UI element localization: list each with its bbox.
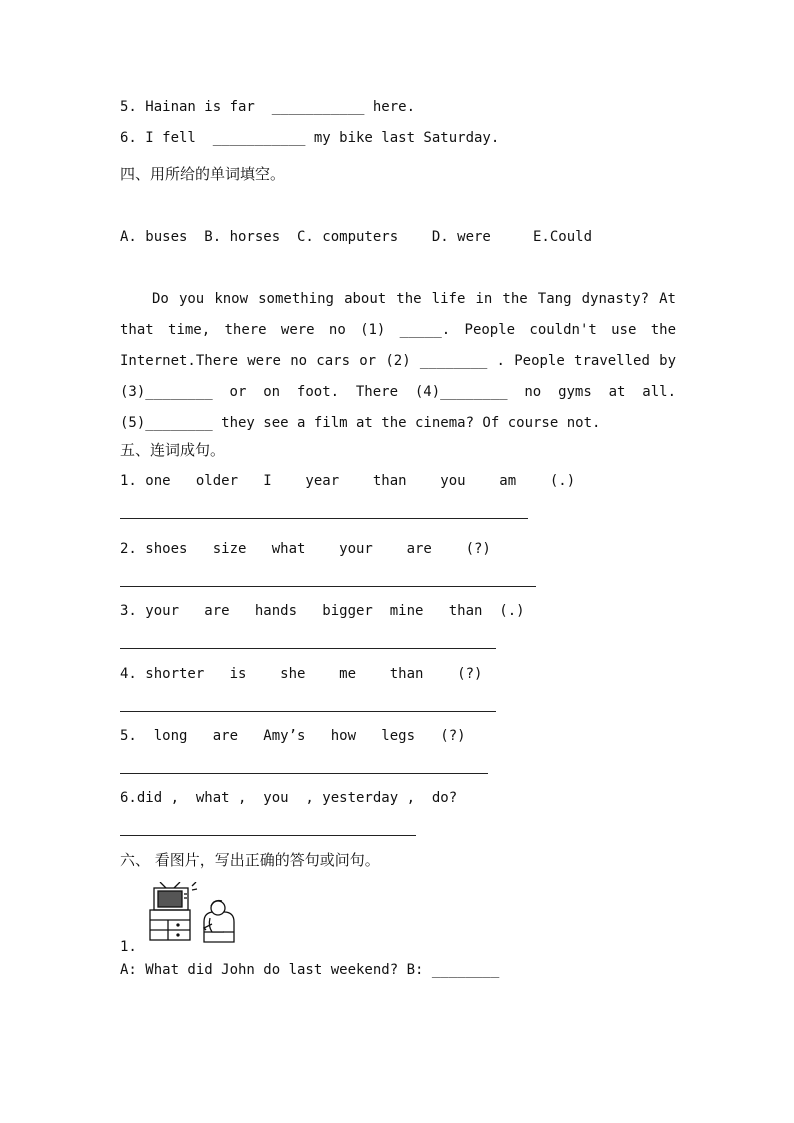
section-5-heading: 五、连词成句。 <box>120 441 226 459</box>
reorder-item-2: 2. shoes size what your are (?) <box>120 541 491 557</box>
answer-line-6 <box>120 835 416 836</box>
section-4-heading: 四、用所给的单词填空。 <box>120 165 286 183</box>
picture-question: A: What did John do last weekend? B: ________ <box>120 962 500 978</box>
answer-line-5 <box>120 773 488 774</box>
word-options: A. buses B. horses C. computers D. were E.Could <box>120 229 593 245</box>
reorder-item-3: 3. your are hands bigger mine than (.) <box>120 603 525 619</box>
answer-line-1 <box>120 518 528 519</box>
question-6: 6. I fell ___________ my bike last Saturday. <box>120 130 500 146</box>
reorder-item-5: 5. long are Amy’s how legs (?) <box>120 728 466 744</box>
answer-line-2 <box>120 586 536 587</box>
boy-watching-tv-illustration <box>144 882 240 948</box>
reorder-item-1: 1. one older I year than you am (.) <box>120 473 576 489</box>
passage-text: Do you know something about the life in the Tang dynasty? At that time, there were no (1) _____. People couldn't use the Internet.There were no cars or (2) ________ . People travelled by (3)________ or on foot. There (4)________ no gyms at all.(5)________ they see a film at the cinema? Of course not. <box>120 291 676 431</box>
reorder-item-6: 6.did , what , you , yesterday , do? <box>120 790 458 806</box>
answer-line-4 <box>120 711 496 712</box>
passage <box>120 284 676 439</box>
question-5: 5. Hainan is far ___________ here. <box>120 99 416 115</box>
section-6-heading: 六、 看图片，写出正确的答句或问句。 <box>120 851 380 869</box>
question-number: 1. <box>120 939 137 955</box>
reorder-item-4: 4. shorter is she me than (?) <box>120 666 483 682</box>
answer-line-3 <box>120 648 496 649</box>
